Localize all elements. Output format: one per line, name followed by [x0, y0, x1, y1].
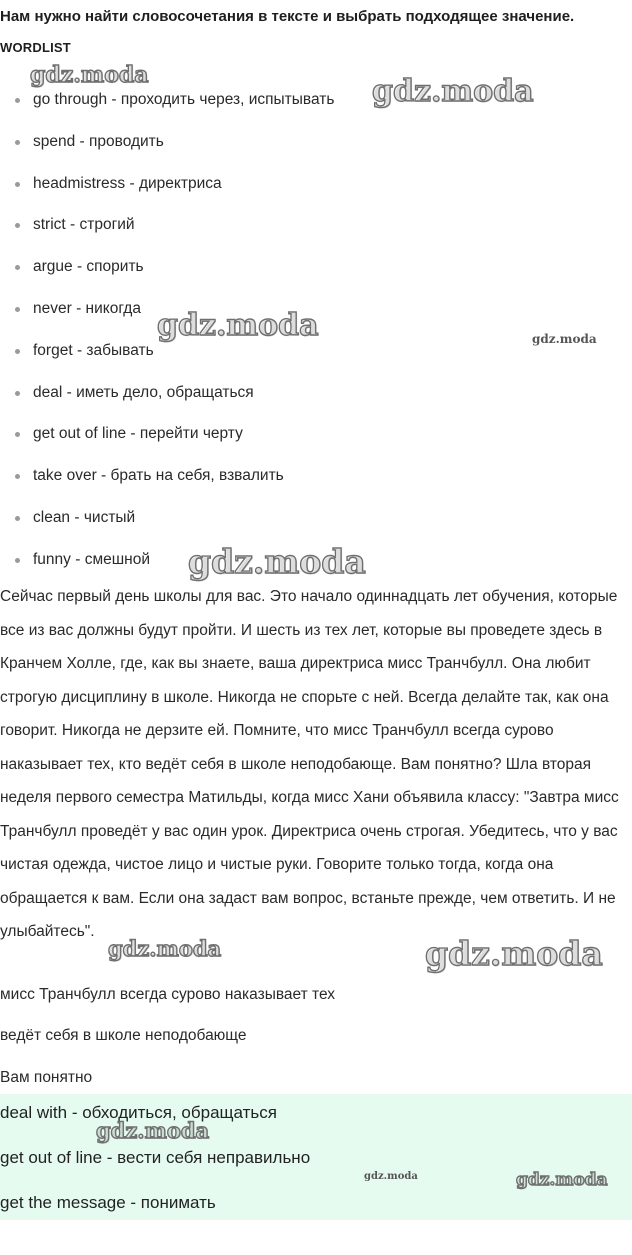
list-item-text: strict - строгий [33, 216, 135, 234]
watermark-logo: gdz.moda [425, 934, 603, 973]
list-item [0, 464, 334, 506]
watermark-logo: gdz.moda [157, 308, 319, 343]
list-item [0, 506, 334, 548]
list-item-text: get out of line - перейти черту [33, 425, 243, 443]
watermark-logo: gdz.moda [372, 74, 534, 109]
list-item-text: headmistress - директриса [33, 174, 222, 192]
list-item [0, 213, 334, 255]
highlight-row: get the message - понимать [0, 1193, 216, 1212]
bullet-icon [15, 223, 20, 228]
list-item-text: funny - смешной [33, 550, 150, 568]
highlight-row: get out of line - вести себя неправильно [0, 1148, 311, 1167]
list-item-text: argue - спорить [33, 258, 144, 276]
bullet-icon [15, 516, 20, 521]
list-item [0, 88, 334, 130]
bullet-icon [15, 98, 20, 103]
bullet-icon [15, 349, 20, 354]
list-item-text: spend - проводить [33, 132, 164, 150]
highlighted-answers [0, 1094, 632, 1220]
watermark-logo: gdz.moda [188, 542, 366, 581]
bullet-icon [15, 391, 20, 396]
answer-line: мисс Транчбулл всегда сурово наказывает тех [0, 986, 335, 1003]
answer-line: ведёт себя в школе неподобающе [0, 1027, 247, 1044]
list-item [0, 422, 334, 464]
list-item [0, 381, 334, 423]
answer-line: Вам понятно [0, 1069, 93, 1086]
watermark-logo: gdz.moda [364, 1171, 418, 1182]
task-title: Нам нужно найти словосочетания в тексте и выбрать подходящее значение. [0, 8, 575, 25]
watermark-logo: gdz.moda [108, 936, 222, 961]
list-item-text: forget - забывать [33, 341, 154, 359]
list-item [0, 130, 334, 172]
bullet-icon [15, 265, 20, 270]
list-item-text: deal - иметь дело, обращаться [33, 383, 254, 401]
wordlist [0, 88, 334, 590]
wordlist-heading: WORDLIST [0, 40, 71, 55]
watermark-logo: gdz.moda [30, 62, 149, 88]
list-item [0, 339, 334, 381]
bullet-icon [15, 558, 20, 563]
bullet-icon [15, 307, 20, 312]
list-item-text: take over - брать на себя, взвалить [33, 467, 284, 485]
highlight-row: deal with - обходиться, обращаться [0, 1103, 277, 1122]
list-item-text: clean - чистый [33, 508, 136, 526]
bullet-icon [15, 432, 20, 437]
bullet-icon [15, 140, 20, 145]
story-paragraph: Сейчас первый день школы для вас. Это начало одиннадцать лет обучения, которые все из вас должны будут пройти. И шесть из тех лет, которые вы проведете здесь в Кранчем Холле, где, как вы знаете, ваша директриса мисс Транчбулл. Она любит строгую дисциплину в школе. Никогда не спорьте с ней. Всегда делайте так, как она говорит. Никогда не дерзите ей. Помните, что мисс Транчбулл всегда сурово наказывает тех, кто ведёт себя в школе неподобающе. Вам понятно? Шла вторая неделя первого семестра Матильды, когда мисс Хани объявила классу: "Завтра мисс Транчбулл проведёт у вас один урок. Директриса очень строгая. Убедитесь, что у вас чистая одежда, чистое лицо и чистые руки. Говорите только тогда, когда она обращается к вам. Если она задаст вам вопрос, встаньте прежде, чем ответить. И не улыбайтесь". [0, 588, 619, 940]
bullet-icon [15, 474, 20, 479]
watermark-logo: gdz.moda [532, 332, 597, 346]
list-item-text: go through - проходить через, испытывать [33, 91, 335, 108]
bullet-icon [15, 182, 20, 187]
list-item [0, 172, 334, 214]
list-item [0, 297, 334, 339]
list-item [0, 255, 334, 297]
list-item-text: never - никогда [33, 299, 141, 317]
